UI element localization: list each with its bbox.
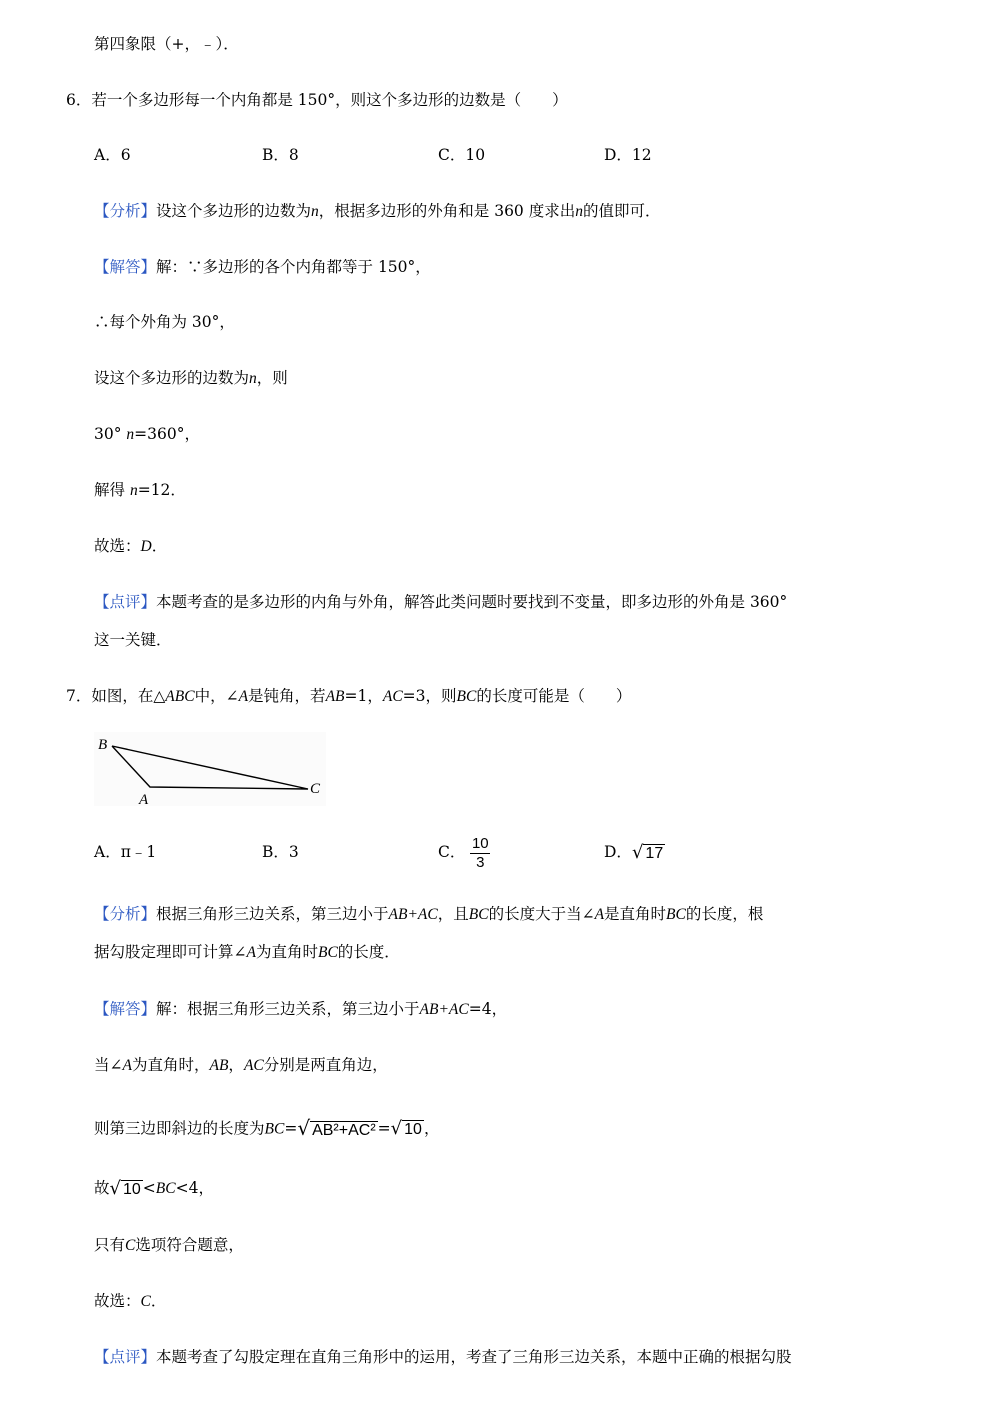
q7-solution-6: 故选：C． xyxy=(94,1292,167,1310)
q6-solution-6: 故选：D． xyxy=(94,537,168,555)
text-line: 第四象限（+，﹣）． xyxy=(94,35,239,53)
q6-comment-2: 这一关键． xyxy=(94,631,172,649)
q6-option-a: A．6 xyxy=(94,146,131,164)
question-7-stem: 7．如图，在△ABC中，∠A是钝角，若AB=1，AC=3，则BC的长度可能是（ ） xyxy=(66,687,632,705)
q6-solution-5: 解得 n=12． xyxy=(94,481,186,499)
vertex-b-label: B xyxy=(98,737,108,753)
q7-option-d: D．√ 17 xyxy=(604,841,664,863)
triangle-figure xyxy=(94,732,326,806)
q6-comment-1: 【点评】本题考查的是多边形的内角与外角，解答此类问题时要找到不变量，即多边形的外角是 360° xyxy=(94,593,788,611)
q7-analysis-1: 【分析】根据三角形三边关系，第三边小于AB+AC，且BC的长度大于当∠A是直角时BC的长度，根 xyxy=(94,905,764,923)
sqrt-17: √ 17 xyxy=(631,841,664,863)
sqrt-ab2-ac2: √ AB²+AC² xyxy=(297,1116,376,1140)
q6-solution-2: ∴每个外角为 30°， xyxy=(94,313,235,331)
analysis-tag: 【分析】 xyxy=(94,905,157,923)
solution-tag: 【解答】 xyxy=(94,1000,157,1018)
q6-solution-4: 30° n=360°， xyxy=(94,425,200,443)
q7-comment: 【点评】本题考查了勾股定理在直角三角形中的运用，考查了三角形三边关系，本题中正确的根据勾股 xyxy=(94,1348,792,1366)
q6-option-d: D．12 xyxy=(604,146,652,164)
comment-tag: 【点评】 xyxy=(94,593,157,611)
q6-option-c: C．10 xyxy=(438,146,486,164)
question-6-stem: 6．若一个多边形每一个内角都是 150°，则这个多边形的边数是（ ） xyxy=(66,91,568,109)
q7-analysis-2: 据勾股定理即可计算∠A为直角时BC的长度． xyxy=(94,943,400,961)
q6-analysis: 【分析】设这个多边形的边数为n，根据多边形的外角和是 360 度求出n的值即可． xyxy=(94,202,661,220)
vertex-c-label: C xyxy=(310,781,321,797)
q6-solution-1: 【解答】解：∵多边形的各个内角都等于 150°， xyxy=(94,258,431,276)
q7-option-c: C． $\frac{10}{3}$ xyxy=(438,834,489,871)
q6-option-b: B．8 xyxy=(262,146,299,164)
vertex-a-label: A xyxy=(139,792,149,806)
fraction-10-3: $\frac{10}{3}$ xyxy=(471,834,489,871)
solution-tag: 【解答】 xyxy=(94,258,157,276)
q7-solution-4: 故√ 10 <BC<4， xyxy=(94,1174,214,1204)
q7-option-a: A．π﹣1 xyxy=(94,843,157,861)
q7-option-b: B．3 xyxy=(262,843,299,861)
q7-solution-2: 当∠A为直角时，AB，AC分别是两直角边， xyxy=(94,1056,388,1074)
q7-solution-1: 【解答】解：根据三角形三边关系，第三边小于AB+AC=4， xyxy=(94,1000,508,1018)
sqrt-10: √ 10 xyxy=(109,1177,141,1199)
q6-solution-3: 设这个多边形的边数为n，则 xyxy=(94,369,288,387)
sqrt-10: √ 10 xyxy=(390,1118,422,1139)
q7-solution-3: 则第三边即斜边的长度为BC=√ AB²+AC² =√ 10 ， xyxy=(94,1113,439,1146)
comment-tag: 【点评】 xyxy=(94,1348,157,1366)
q7-solution-5: 只有C选项符合题意， xyxy=(94,1236,244,1254)
analysis-tag: 【分析】 xyxy=(94,202,157,220)
